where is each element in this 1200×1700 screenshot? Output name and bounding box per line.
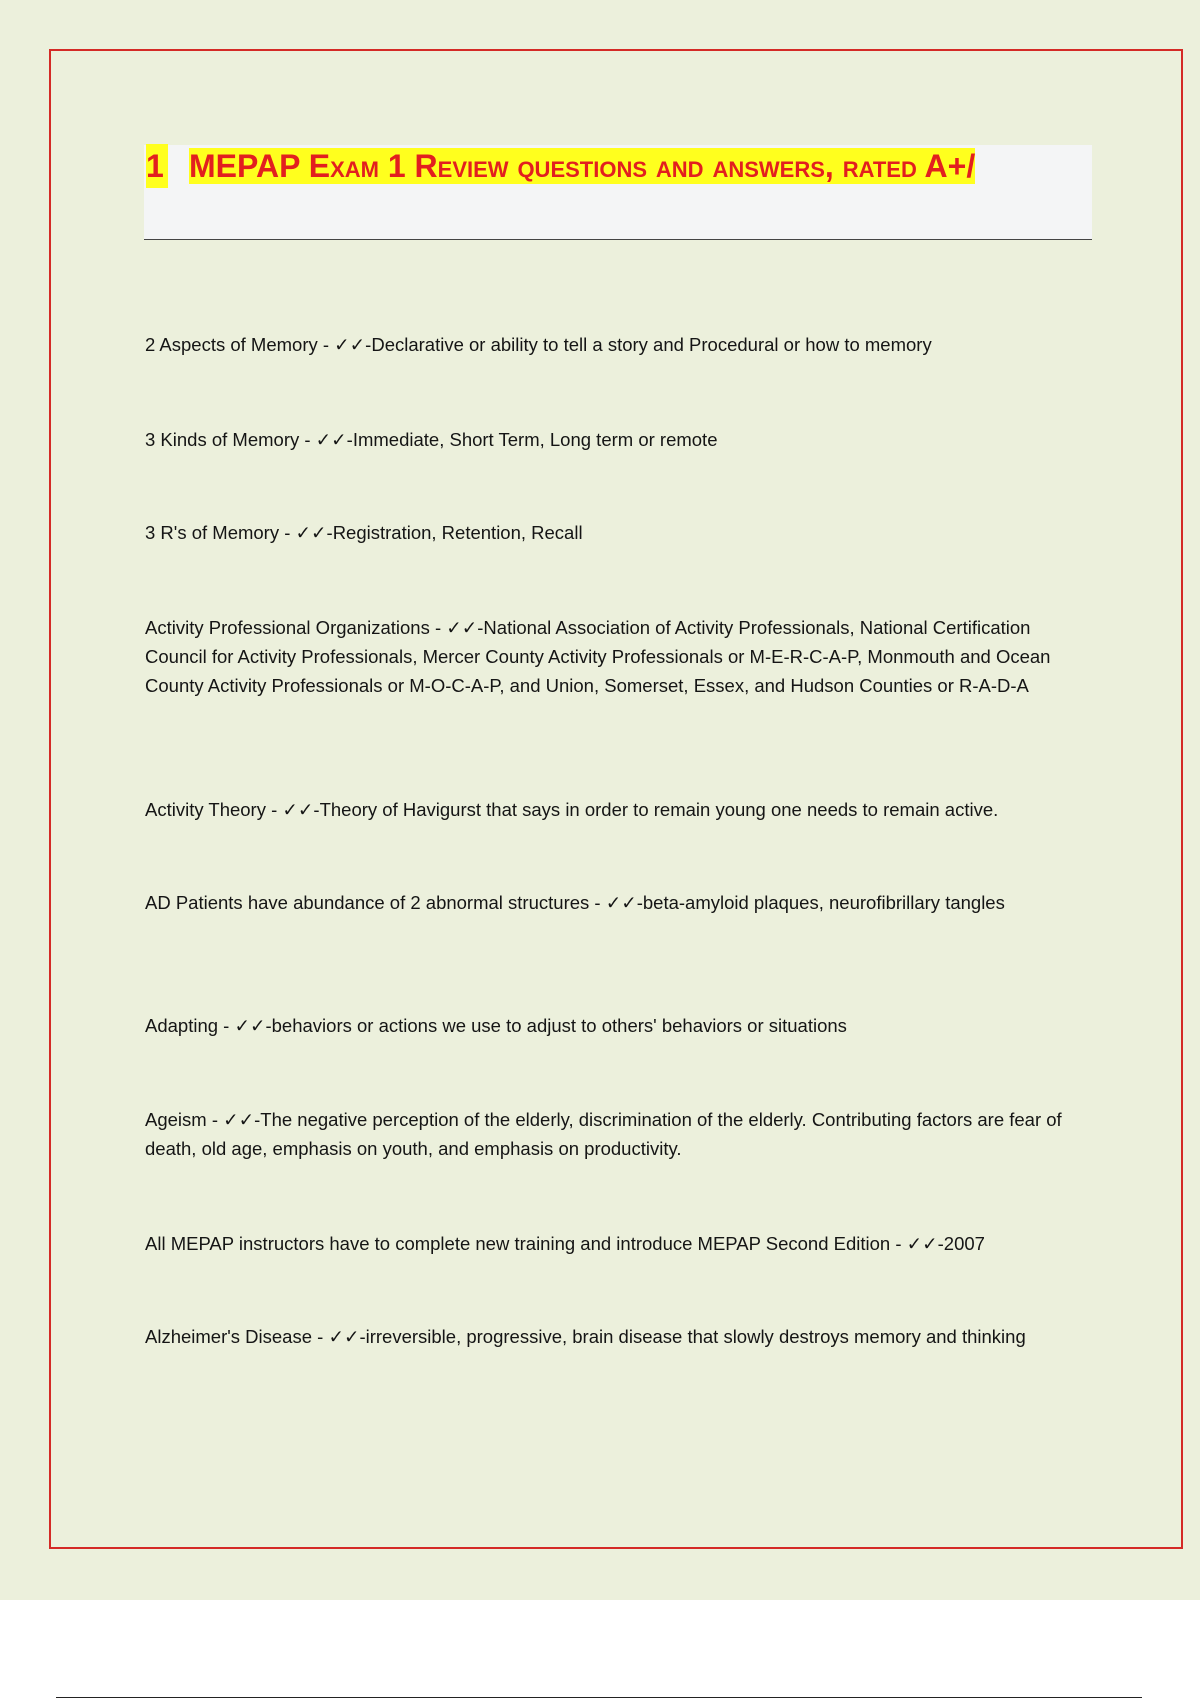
qa-entry: All MEPAP instructors have to complete new training and introduce MEPAP Second Edition - ✓✓-2007 bbox=[145, 1233, 985, 1254]
qa-entry: Ageism - ✓✓-The negative perception of the elderly, discrimination of the elderly. Contributing factors are fear of death, old age, emphasis on youth, and emphasis on productivity. bbox=[145, 1109, 1062, 1159]
heading-number: 1 bbox=[146, 144, 168, 188]
qa-entry: Activity Professional Organizations - ✓✓-National Association of Activity Professionals, National Certification Council for Activity Professionals, Mercer County Activity Professionals or M-E-R-C-A-P, Monmouth and Ocean County Activity Professionals or M-O-C-A-P, and Union, Somerset, Essex, and Hudson Counties or R-A-D-A bbox=[145, 617, 1051, 696]
qa-entry: Activity Theory - ✓✓-Theory of Havigurst that says in order to remain young one needs to remain active. bbox=[145, 799, 999, 820]
qa-entry: Alzheimer's Disease - ✓✓-irreversible, progressive, brain disease that slowly destroys memory and thinking bbox=[145, 1326, 1026, 1347]
qa-entry: Adapting - ✓✓-behaviors or actions we use to adjust to others' behaviors or situations bbox=[145, 1015, 847, 1036]
qa-entry: AD Patients have abundance of 2 abnormal structures - ✓✓-beta-amyloid plaques, neurofibrillary tangles bbox=[145, 892, 1005, 913]
qa-entry: 3 R's of Memory - ✓✓-Registration, Retention, Recall bbox=[145, 522, 583, 543]
heading-title-wrap bbox=[189, 144, 1039, 195]
heading-title: MEPAP Exam 1 Review questions and answers, rated A+/ bbox=[189, 148, 976, 184]
qa-entry: 3 Kinds of Memory - ✓✓-Immediate, Short Term, Long term or remote bbox=[145, 429, 718, 450]
bottom-rule bbox=[56, 1697, 1142, 1698]
qa-entry: 2 Aspects of Memory - ✓✓-Declarative or ability to tell a story and Procedural or how to memory bbox=[145, 334, 932, 355]
